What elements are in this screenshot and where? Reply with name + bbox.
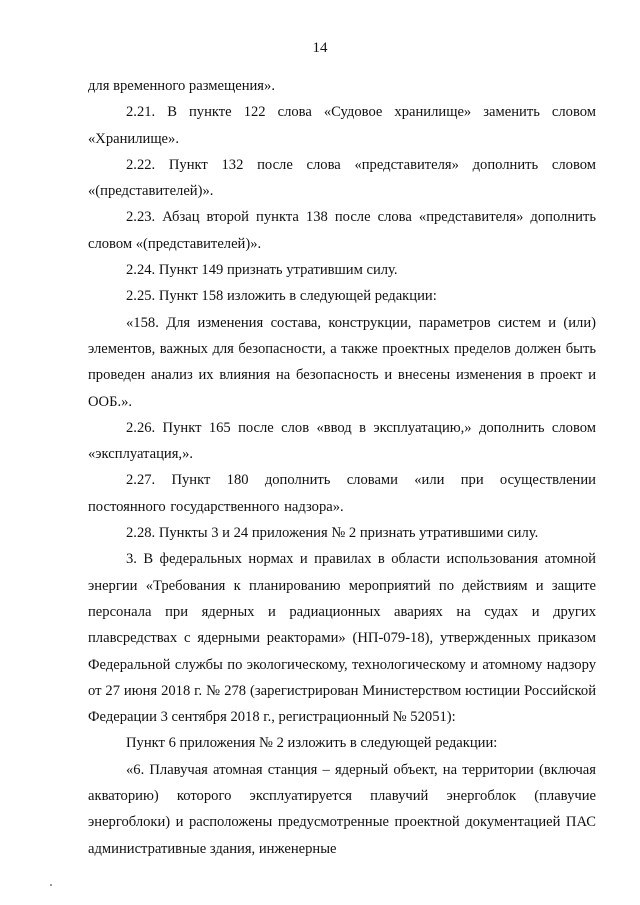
paragraph-3: 3. В федеральных нормах и правилах в области использования атомной энергии «Требования к планированию мероприятий по действиям и защите персонала при ядерных и радиационных авариях на судах и других плавсредствах с ядерными реакторами» (НП-079-18), утвержденных приказом Федеральной службы по экологическому, технологическому и атомному надзору от 27 июня 2018 г. № 278 (зарегистрирован Министерством юстиции Российской Федерации 3 сентября 2018 г., регистрационный № 52051): bbox=[88, 551, 596, 726]
paragraph-2-25: 2.25. Пункт 158 изложить в следующей редакции: bbox=[126, 288, 437, 305]
paragraph-quote-6: «6. Плавучая атомная станция – ядерный объект, на территории (включая акваторию) которого эксплуатируется плавучий энергоблок (плавучие энергоблоки) и расположены предусмотренные проектной документацией ПАС административные здания, инженерные bbox=[88, 761, 596, 857]
paragraph-2-27: 2.27. Пункт 180 дополнить словами «или при осуществлении постоянного государственного надзора». bbox=[88, 472, 596, 515]
document-body bbox=[88, 73, 596, 862]
paragraph-continuation: для временного размещения». bbox=[88, 78, 275, 94]
page-number: 14 bbox=[312, 40, 328, 56]
paragraph-2-24: 2.24. Пункт 149 признать утратившим силу. bbox=[126, 262, 398, 279]
paragraph-2-26: 2.26. Пункт 165 после слов «ввод в эксплуатацию,» дополнить словом «эксплуатация,». bbox=[88, 419, 596, 463]
paragraph-2-21: 2.21. В пункте 122 слова «Судовое хранилище» заменить словом «Хранилище». bbox=[88, 104, 596, 147]
paragraph-2-23: 2.23. Абзац второй пункта 138 после слова «представителя» дополнить словом «(представителей)». bbox=[88, 209, 596, 252]
scan-speck bbox=[50, 884, 52, 886]
paragraph-point-6: Пункт 6 приложения № 2 изложить в следующей редакции: bbox=[126, 735, 498, 752]
paragraph-quote-158: «158. Для изменения состава, конструкции, параметров систем и (или) элементов, важных для безопасности, а также проектных пределов должен быть проведен анализ их влияния на безопасность и внесены изменения в проект и ООБ.». bbox=[88, 314, 596, 410]
paragraph-2-22: 2.22. Пункт 132 после слова «представителя» дополнить словом «(представителей)». bbox=[88, 156, 596, 200]
paragraph-2-28: 2.28. Пункты 3 и 24 приложения № 2 признать утратившими силу. bbox=[126, 525, 539, 542]
